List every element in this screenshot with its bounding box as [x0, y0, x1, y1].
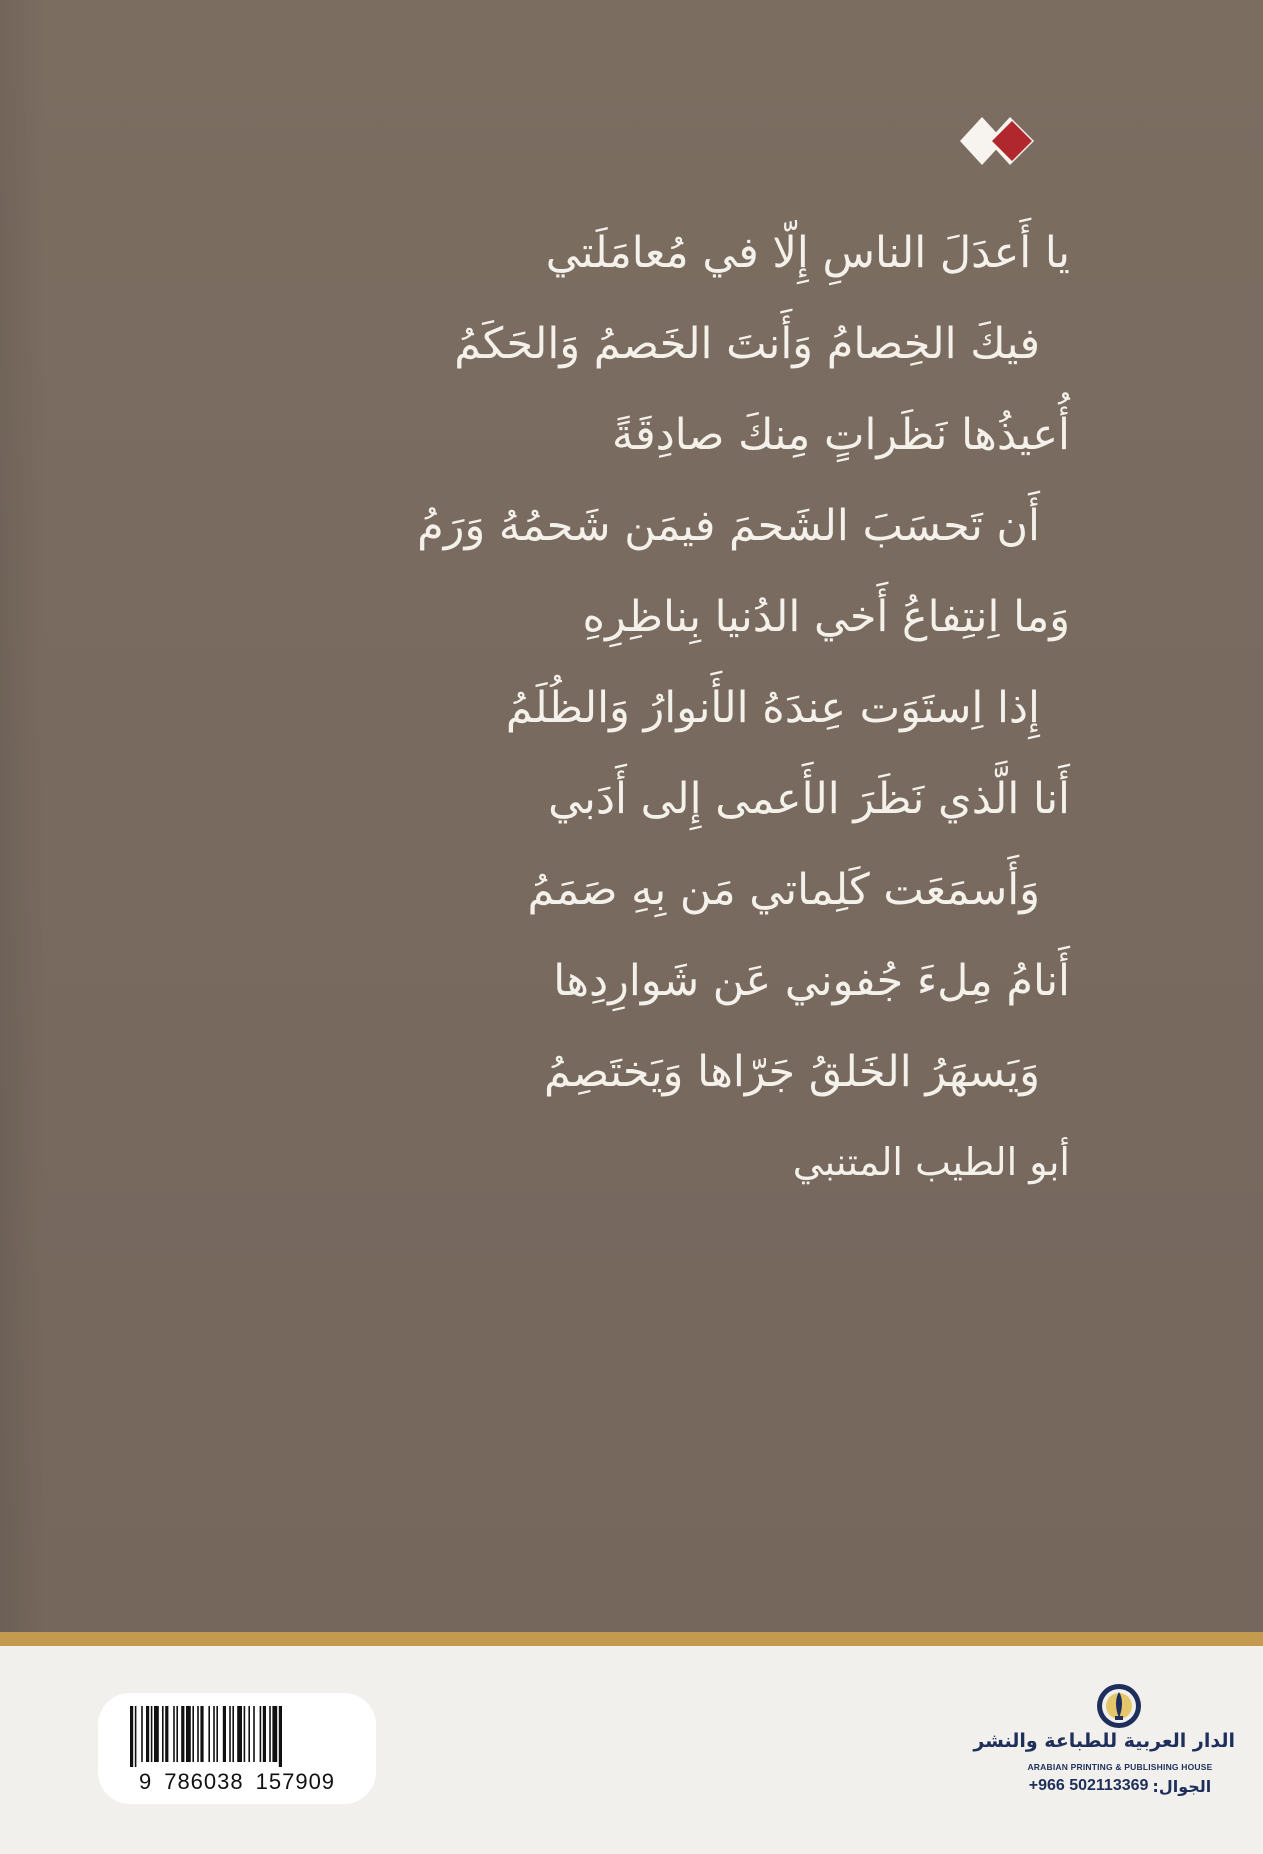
barcode-bar	[173, 1706, 175, 1762]
publisher-name-english: ARABIAN PRINTING & PUBLISHING HOUSE	[1027, 1762, 1213, 1772]
gold-divider-band	[0, 1632, 1263, 1646]
poem-verse: إِذا اِستَوَت عِندَهُ الأَنوارُ وَالظُلَمُ	[505, 683, 1040, 733]
barcode-bar	[248, 1706, 250, 1762]
poem-verse: وَيَسهَرُ الخَلقُ جَرّاها وَيَختَصِمُ	[544, 1047, 1040, 1097]
barcode-bar	[213, 1706, 215, 1762]
barcode-bar	[263, 1706, 266, 1762]
phone-label: الجوال:	[1152, 1777, 1212, 1796]
barcode-bar	[197, 1706, 199, 1762]
barcode-bar	[186, 1706, 191, 1762]
quill-emblem-icon	[1095, 1682, 1143, 1730]
phone-number: +966 502113369	[1028, 1777, 1149, 1794]
spine-shadow	[0, 0, 46, 1632]
twin-diamond-icon	[958, 113, 1058, 169]
barcode-bar	[135, 1706, 137, 1767]
barcode-bar	[162, 1706, 164, 1762]
isbn-number	[98, 1769, 376, 1795]
isbn-group-2: 157909	[255, 1769, 336, 1794]
barcode-bar	[272, 1706, 277, 1762]
publisher-block	[973, 1682, 1235, 1832]
barcode-bar	[223, 1706, 226, 1762]
publisher-phone	[1005, 1777, 1235, 1796]
barcode-bar	[141, 1706, 143, 1762]
barcode-bar	[165, 1706, 168, 1762]
poem-author: أبو الطيب المتنبي	[792, 1140, 1070, 1184]
barcode-bar	[154, 1706, 159, 1762]
barcode-bar	[208, 1706, 210, 1762]
poem-text	[310, 228, 1070, 1186]
barcode-bar	[244, 1706, 246, 1762]
poem-verse: أَن تَحسَبَ الشَحمَ فيمَن شَحمُهُ وَرَمُ	[417, 501, 1040, 551]
poem-verse: أَنا الَّذي نَظَرَ الأَعمى إِلى أَدَبي	[548, 774, 1070, 824]
publisher-name-arabic: الدار العربية للطباعة والنشر	[973, 1730, 1235, 1752]
barcode-bar	[237, 1706, 242, 1762]
barcode-bar	[260, 1706, 262, 1762]
barcode-bar	[192, 1706, 194, 1762]
barcode-bar	[253, 1706, 255, 1762]
barcode-bar	[181, 1706, 184, 1762]
isbn-barcode	[98, 1693, 376, 1804]
isbn-group-1: 786038	[164, 1769, 244, 1794]
poem-verse: وَما اِنتِفاعُ أَخي الدُنيا بِناظِرِهِ	[582, 592, 1070, 642]
barcode-bar	[229, 1706, 231, 1762]
barcode-bar	[130, 1706, 133, 1767]
barcode-bar	[279, 1706, 282, 1767]
barcode-bar	[232, 1706, 234, 1762]
poem-verse: أُعيذُها نَظَراتٍ مِنكَ صادِقَةً	[612, 410, 1070, 460]
poem-verse: وَأَسمَعَت كَلِماتي مَن بِهِ صَمَمُ	[527, 865, 1040, 915]
poem-verse: فيكَ الخِصامُ وَأَنتَ الخَصمُ وَالحَكَمُ	[454, 319, 1040, 369]
barcode-bar	[146, 1706, 149, 1762]
poem-verse: يا أَعدَلَ الناسِ إِلّا في مُعامَلَتي	[545, 228, 1070, 278]
barcode-bar	[200, 1706, 203, 1762]
barcode-bar	[151, 1706, 153, 1762]
barcode-bar	[216, 1706, 218, 1762]
barcode-bars	[128, 1706, 346, 1767]
barcode-bar	[176, 1706, 178, 1762]
barcode-bar	[269, 1706, 271, 1762]
isbn-prefix: 9	[138, 1769, 153, 1794]
poem-verse: أَنامُ مِلءَ جُفوني عَن شَوارِدِها	[553, 956, 1070, 1006]
